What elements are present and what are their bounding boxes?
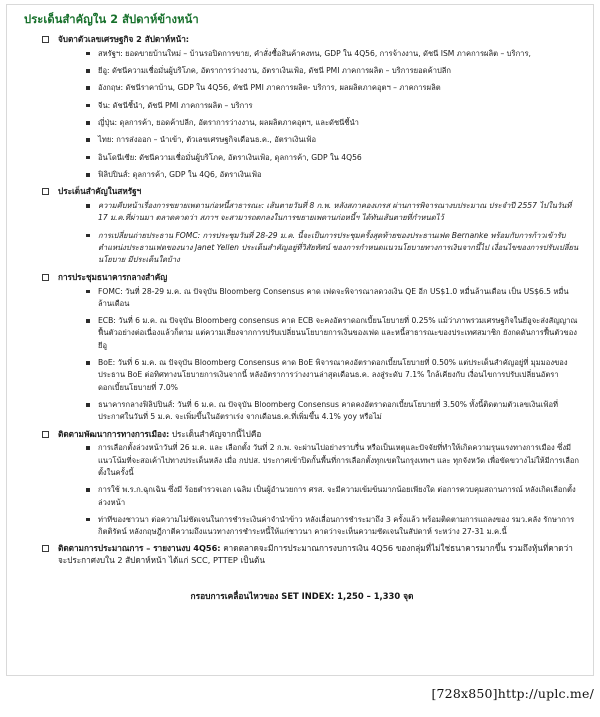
- list-item: การเลือกตั้งล่วงหน้าวันที่ 26 ม.ค. และ เลือกตั้ง วันที่ 2 ก.พ. จะผ่านไปอย่างราบรื่น หรือเป็นเหตุและปัจจัยที่ทำให้เกิดความรุนแรงทางการเมือง ซึ่งมีแนวโน้มที่จะสอเค้าไปทางประเด็นหลัง เมื่อ กปปส. ประกาศเข้าปิดกั้นพื้นที่การเลือกตั้งทุกเขตในกรุงเทพฯ และ ทุกจังหวัด เพื่อขัดขวางไม่ให้มีการเลือกตั้งในครั้งนี้: [86, 442, 580, 479]
- section-economic-data: [24, 34, 580, 181]
- list-item: FOMC: วันที่ 28-29 ม.ค. ณ ปัจจุบัน Bloomberg Consensus คาด เฟดจะพิจารณาลดวงเงิน QE อีก US$1.0 หมื่นล้านเดือน เป็น US$6.5 หมื่นล้านเดือน: [86, 286, 580, 311]
- section-heading: [42, 34, 580, 46]
- section-heading-label: จับตาตัวเลขเศรษฐกิจ 2 สัปดาห์หน้า:: [58, 34, 190, 44]
- list-item: ธนาคารกลางฟิลิปปินส์: วันที่ 6 ม.ค. ณ ปัจจุบัน Bloomberg Consensus คาดคงอัตราดอกเบี้ยนโยบายที่ 3.50% ทั้งนี้ติดตามตัวเลขเงินเฟ้อที่ประกาศในวันที่ 5 ม.ค. จะเพิ่มขึ้นในอัตราเร่ง จากเดือนธ.ค.ที่เพิ่มขึ้น 4.1% yoy หรือไม่: [86, 399, 580, 424]
- list-item: ECB: วันที่ 6 ม.ค. ณ ปัจจุบัน Bloomberg consensus คาด ECB จะคงอัตราดอกเบี้ยนโยบายที่ 0.25% แม้ว่าภาพรวมเศรษฐกิจในยีอูจะส่งสัญญาณฟื้นตัวอย่างต่อเนื่องแล้วก็ตาม แต่ความเสี่ยงจากการปรับเปลี่ยนนโยบายการเงินของเฟด และหนี้สาธารณะของประเทศสมาชิก ยังกดดันการฟื้นตัวของยีอู: [86, 315, 580, 352]
- section-earnings-estimates: [24, 543, 580, 567]
- checkbox-icon: [42, 188, 49, 195]
- bullet-list: [24, 48, 580, 181]
- list-item: อังกฤษ: ดัชนีราคาบ้าน, GDP ใน 4Q56, ดัชนี PMI ภาคการผลิต- บริการ, ผลผลิตภาคอุตฯ – ภาคการผลิต: [86, 82, 580, 94]
- section-heading-bold: ติดตามพัฒนาการทางการเมือง:: [58, 428, 170, 439]
- section-us-issues: [24, 186, 580, 266]
- list-item: ท่าทีของชาวนา ต่อความไม่ชัดเจนในการชำระเงินค่าจำนำข้าว หลังเลื่อนการชำระมาถึง 3 ครั้งแล้ว พร้อมติดตามการแถลงของ รมว.คลัง รักษาการ กิตติรัตน์ หลังกฤษฎีกาตีความถึงแนวทางการชำระหนี้ให้แก่ชาวนา คาดว่าจะเห็นความชัดเจนในสัปดาห์ ระหว่าง 27-31 ม.ค.นี้: [86, 514, 580, 539]
- set-index-range: กรอบการเคลื่อนไหวของ SET INDEX: 1,250 – 1,330 จุด: [190, 591, 414, 602]
- checkbox-icon: [42, 545, 49, 552]
- section-political-developments: [24, 429, 580, 539]
- list-item: สหรัฐฯ: ยอดขายบ้านใหม่ – บ้านรอปิดการขาย, คำสั่งซื้อสินค้าคงทน, GDP ใน 4Q56, การจ้างงาน, ดัชนี ISM ภาคการผลิต – บริการ,: [86, 48, 580, 60]
- bullet-list: [24, 442, 580, 538]
- list-item: ยีอู: ดัชนีความเชื่อมั่นผู้บริโภค, อัตราการว่างงาน, อัตราเงินเฟ้อ, ดัชนี PMI ภาคการผลิต – บริการยอดค้าปลีก: [86, 65, 580, 77]
- page-title: ประเด็นสำคัญใน 2 สัปดาห์ข้างหน้า: [24, 13, 199, 26]
- bullet-list: [24, 286, 580, 424]
- watermark: [431, 686, 594, 701]
- section-heading-label: [58, 543, 580, 567]
- checkbox-icon: [42, 36, 49, 43]
- section-central-bank-meetings: [24, 272, 580, 424]
- list-item: การใช้ พ.ร.ก.ฉุกเฉิน ซึ่งมี ร้อยตำรวจเอก เฉลิม เป็นผู้อำนวยการ ศรส. จะมีความเข้มข้นมากน้อยเพียงใด ต่อการควบคุมสถานการณ์ หลังเกิดเลือกตั้งล่วงหน้า: [86, 484, 580, 509]
- list-item: ญี่ปุ่น: ดุลการค้า, ยอดค้าปลีก, อัตราการว่างงาน, ผลผลิตภาคอุตฯ, และดัชนีชี้นำ: [86, 117, 580, 129]
- list-item: จีน: ดัชนีชี้นำ, ดัชนี PMI ภาคการผลิต – บริการ: [86, 100, 580, 112]
- section-heading: [42, 429, 580, 441]
- document-content: [6, 4, 594, 676]
- watermark-dimensions: [728x850]: [431, 686, 498, 701]
- list-item: อินโดนีเซีย: ดัชนีความเชื่อมั่นผู้บริโภค, อัตราเงินเฟ้อ, ดุลการค้า, GDP ใน 4Q56: [86, 152, 580, 164]
- watermark-url: http://uplc.me/: [497, 686, 594, 701]
- list-item: การเปลี่ยนถ่ายประธาน FOMC: การประชุมวันที่ 28-29 ม.ค. นี้จะเป็นการประชุมครั้งสุดท้ายของประธานเฟด Bernanke พร้อมกับการก้าวเข้ารับตำแหน่งประธานเฟดของนาง Janet Yellen ประเด็นสำคัญอยู่ที่วิสัยทัศน์ ของการกำหนดแนวนโยบายทางการเงินจากนี้ไป เงื่อนไขของการปรับเปลี่ยนนโยบาย มีประเด็นใดบ้าง: [86, 230, 580, 267]
- section-heading-label: การประชุมธนาคารกลางสำคัญ: [58, 271, 168, 282]
- section-heading-normal: คาดตลาดจะมีการประมาณการงบการเงิน 4Q56 ของกลุ่มที่ไม่ใช่ธนาคารมากขึ้น รวมถึงหุ้นที่คาดว่าจะประกาศงบใน 2 สัปดาห์หน้า ได้แก่ SCC, PTTEP เป็นต้น: [58, 543, 573, 566]
- list-item: ไทย: การส่งออก – นำเข้า, ตัวเลขเศรษฐกิจเดือนธ.ค., อัตราเงินเฟ้อ: [86, 134, 580, 146]
- section-heading-label: [58, 429, 580, 441]
- list-item: ฟิลิปปินส์: ดุลการค้า, GDP ใน 4Q6, อัตราเงินเฟ้อ: [86, 169, 580, 181]
- checkbox-icon: [42, 274, 49, 281]
- section-heading-label: ประเด็นสำคัญในสหรัฐฯ: [58, 186, 142, 197]
- section-heading: [42, 186, 580, 198]
- list-item: BoE: วันที่ 6 ม.ค. ณ ปัจจุบัน Bloomberg Consensus คาด BoE พิจารณาคงอัตราดอกเบี้ยนโยบายที่ 0.50% แต่ประเด็นสำคัญอยู่ที่ มุมมองของประธาน BoE ต่อทิศทางนโยบายการเงินจากนี้ หลังอัตราการว่างงานล่าสุดเดือนธ.ค. ลงสู่ระดับ 7.1% ใกล้เคียงกับ เงื่อนไขการปรับเปลี่ยนอัตราดอกเบี้ยนโยบายที่ 7.0%: [86, 357, 580, 394]
- bullet-list: [24, 200, 580, 266]
- section-heading: [42, 543, 580, 567]
- section-heading: [42, 272, 580, 284]
- section-heading-bold: ติดตามการประมาณการ – รายงานงบ 4Q56:: [58, 543, 221, 554]
- checkbox-icon: [42, 431, 49, 438]
- section-heading-normal: ประเด็นสำคัญจากนี้ไปคือ: [169, 428, 262, 439]
- list-item: ความคืบหน้าเรื่องการขยายเพดานก่อหนี้สาธารณะ: เส้นตายวันที่ 8 ก.พ. หลังสภาคองเกรส ผ่านการพิจารณางบประมาณ ประจำปี 2557 ไปในวันที่ 17 ม.ค.ที่ผ่านมา ตลาดคาดว่า สภาฯ จะสามารถตกลงในการขยายเพดานก่อหนี้ฯ ได้ทันเส้นตายที่กำหนดไว้: [86, 200, 580, 225]
